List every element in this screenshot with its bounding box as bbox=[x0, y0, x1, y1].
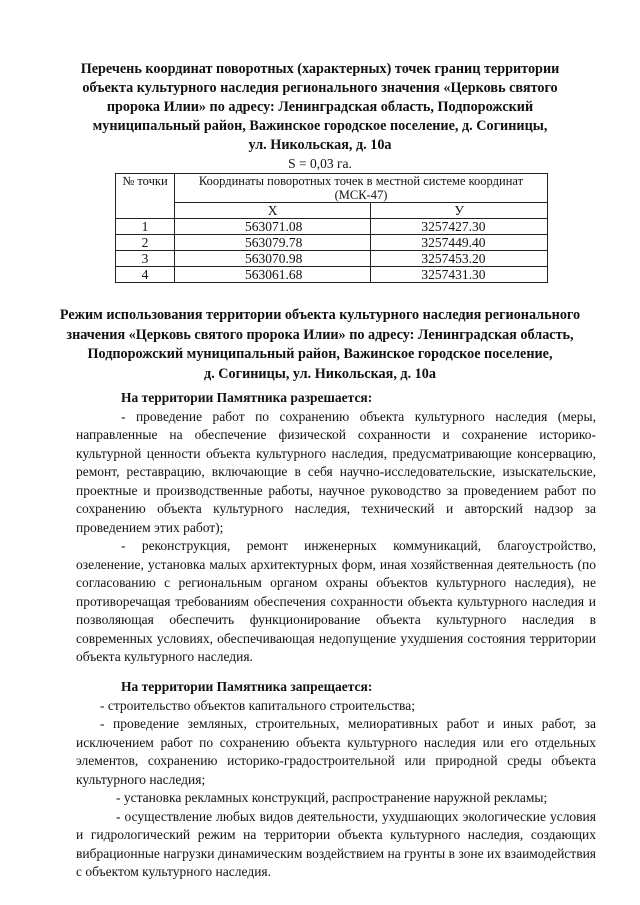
forbidden-item: - проведение земляных, строительных, мелиоративных работ и иных работ, за исключением работ по сохранению объекта культурного наследия или его отдельных элементов, сохранению историко-градостроительной или природной среды объекта культурного наследия; bbox=[76, 716, 596, 787]
col-y-header: У bbox=[371, 203, 548, 219]
cell-x: 563070.98 bbox=[175, 251, 371, 267]
cell-y: 3257431.30 bbox=[371, 267, 548, 283]
cell-point-number: 1 bbox=[116, 219, 175, 235]
forbidden-heading: На территории Памятника запрещается: bbox=[121, 679, 373, 694]
forbidden-item: - строительство объектов капитального строительства; bbox=[100, 697, 415, 713]
cell-x: 563079.78 bbox=[175, 235, 371, 251]
regime-title bbox=[50, 306, 590, 384]
cell-point-number: 4 bbox=[116, 267, 175, 283]
cell-point-number: 2 bbox=[116, 235, 175, 251]
coordinates-title-line: Перечень координат поворотных (характерных) точек границ территории bbox=[80, 61, 560, 77]
coordinates-title-line: объекта культурного наследия регионального значения «Церковь святого bbox=[82, 80, 558, 96]
forbidden-section bbox=[76, 678, 596, 882]
forbidden-item: - осуществление любых видов деятельности, ухудшающих экологические условия и гидрологический режим на территории объекта культурного наследия, создающих вибрационные нагрузки динамическим воздействием на грунты в зоне их взаимодействия с объектом культурного наследия. bbox=[76, 808, 596, 879]
cell-x: 563071.08 bbox=[175, 219, 371, 235]
area-value: S = 0,03 га. bbox=[288, 156, 352, 171]
allowed-heading: На территории Памятника разрешается: bbox=[121, 390, 373, 405]
regime-title-line: Подпорожский муниципальный район, Важинское городское поселение, bbox=[87, 346, 553, 362]
cell-y: 3257449.40 bbox=[371, 235, 548, 251]
col-x-header: X bbox=[175, 203, 371, 219]
col-coords-header: Координаты поворотных точек в местной системе координат (МСК-47) bbox=[175, 174, 548, 203]
regime-title-line: д. Согиницы, ул. Никольская, д. 10а bbox=[204, 365, 436, 382]
coordinates-title bbox=[70, 60, 570, 155]
cell-y: 3257427.30 bbox=[371, 219, 548, 235]
table-row bbox=[116, 267, 548, 283]
coordinates-table bbox=[115, 173, 548, 283]
cell-point-number: 3 bbox=[116, 251, 175, 267]
allowed-section bbox=[76, 389, 596, 667]
table-subheader-row bbox=[116, 203, 548, 219]
table-row bbox=[116, 235, 548, 251]
table-row bbox=[116, 219, 548, 235]
col-num-header: № точки bbox=[116, 174, 175, 219]
coordinates-title-line: пророка Илии» по адресу: Ленинградская область, Подпорожский bbox=[106, 99, 534, 115]
table-header-row bbox=[116, 174, 548, 203]
coordinates-title-line: ул. Никольская, д. 10а bbox=[248, 137, 392, 153]
coordinates-title-line: муниципальный район, Важинское городское поселение, д. Согиницы, bbox=[92, 118, 548, 134]
cell-y: 3257453.20 bbox=[371, 251, 548, 267]
regime-title-line: Режим использования территории объекта культурного наследия регионального bbox=[59, 307, 581, 323]
table-row bbox=[116, 251, 548, 267]
regime-title-line: значения «Церковь святого пророка Илии» по адресу: Ленинградская область, bbox=[66, 326, 574, 343]
cell-x: 563061.68 bbox=[175, 267, 371, 283]
allowed-item: - реконструкция, ремонт инженерных коммуникаций, благоустройство, озеленение, установка малых архитектурных форм, иная хозяйственная деятельность (по согласованию с региональным органом охраны объектов культурного наследия), не противоречащая требованиям обеспечения сохранности объекта культурного наследия и позволяющая обеспечить функционирование объекта культурного наследия в современных условиях, обеспечивающая недопущение ухудшения состояния территории объекта культурного наследия. bbox=[76, 538, 596, 664]
allowed-item: - проведение работ по сохранению объекта культурного наследия (меры, направленные на обеспечение физической сохранности и сохранение историко-культурной ценности объекта культурного наследия, предусматривающие консервацию, ремонт, реставрацию, включающие в себя научно-исследовательские, изыскательские, проектные и производственные работы, научное руководство за проведением работ по сохранению объекта культурного наследия, технический и авторский надзор за проведением этих работ); bbox=[76, 408, 596, 535]
forbidden-item: - установка рекламных конструкций, распространение наружной рекламы; bbox=[116, 790, 548, 805]
